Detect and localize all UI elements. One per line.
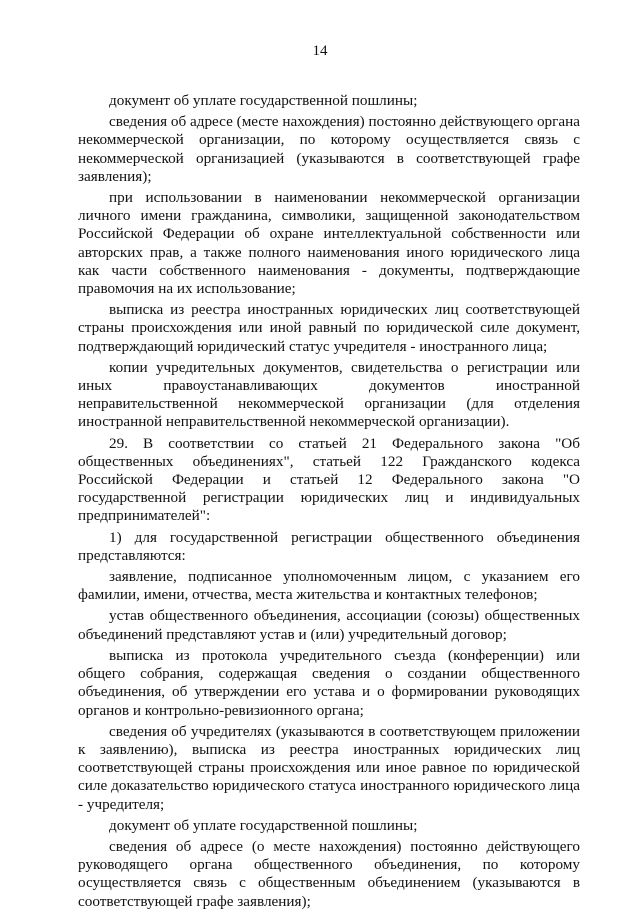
paragraph: при использовании в наименовании некоммерческой организации личного имени гражданина, символики, защищенной законодательством Российской Федерации об охране интеллектуальной собственности или авторских прав, а также полного наименования иного юридического лица как части собственного наименования - документы, подтверждающие правомочия на их использование; xyxy=(78,189,580,298)
paragraph: сведения об учредителях (указываются в соответствующем приложении к заявлению), выписка из реестра иностранных юридических лиц соответствующей страны происхождения или иное равное по юридической силе доказательство юридического статуса иностранного юридического лица - учредителя; xyxy=(78,722,580,813)
paragraph: копии учредительных документов, свидетельства о регистрации или иных правоустанавливающих документов иностранной неправительственной некоммерческой организации (для отделения иностранной неправительственной некоммерческой организации). xyxy=(78,358,580,431)
paragraph: 1) для государственной регистрации общественного объединения представляются: xyxy=(78,528,580,564)
paragraph: выписка из протокола учредительного съезда (конференции) или общего собрания, содержащая сведения о создании общественного объединения, об утверждении его устава и о формировании руководящих органов и контрольно-ревизионного органа; xyxy=(78,646,580,719)
document-body xyxy=(78,92,580,914)
paragraph: документ об уплате государственной пошлины; xyxy=(109,92,418,109)
paragraph: устав общественного объединения, ассоциации (союзы) общественных объединений представляют устав и (или) учредительный договор; xyxy=(78,607,580,643)
page-number: 14 xyxy=(312,43,328,59)
paragraph: 29. В соответствии со статьей 21 Федерального закона "Об общественных объединениях", статьей 122 Гражданского кодекса Российской Федерации и статьей 12 Федерального закона "О государственной регистрации юридических лиц и индивидуальных предпринимателей": xyxy=(78,434,580,525)
paragraph: заявление, подписанное уполномоченным лицом, с указанием его фамилии, имени, отчества, места жительства и контактных телефонов; xyxy=(78,568,580,604)
paragraph: документ об уплате государственной пошлины; xyxy=(109,816,418,834)
paragraph: выписка из реестра иностранных юридических лиц соответствующей страны происхождения или иной равный по юридической силе документ, подтверждающий юридический статус учредителя - иностранного лица; xyxy=(78,301,580,355)
paragraph: сведения об адресе (о месте нахождения) постоянно действующего руководящего органа общественного объединения, по которому осуществляется связь с общественным объединением (указываются в соответствующей графе заявления); xyxy=(78,837,580,910)
paragraph: сведения об адресе (месте нахождения) постоянно действующего органа некоммерческой организации, по которому осуществляется связь с некоммерческой организацией (указываются в соответствующей графе заявления); xyxy=(78,113,580,185)
